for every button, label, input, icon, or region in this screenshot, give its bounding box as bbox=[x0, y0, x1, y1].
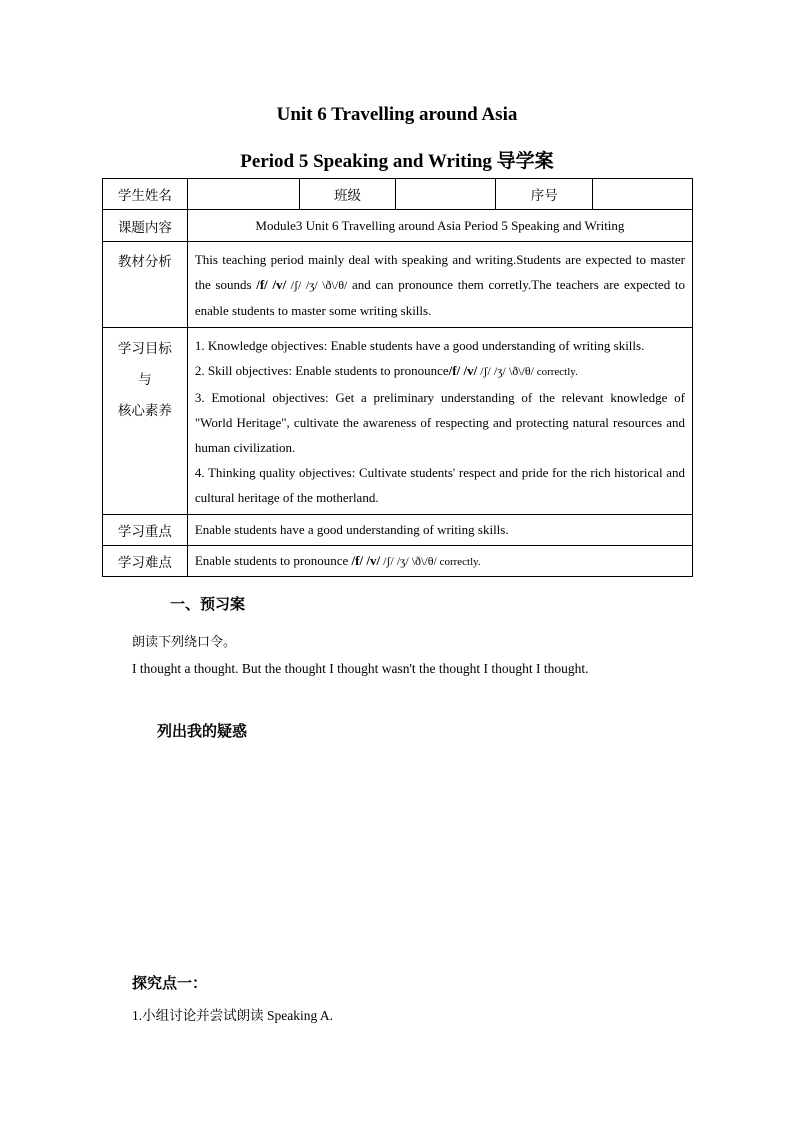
analysis-value bbox=[187, 242, 692, 328]
objective-2-end: correctly. bbox=[533, 366, 578, 378]
table-row-student bbox=[103, 179, 693, 210]
objective-2-text: 2. Skill objectives: Enable students to pronounce bbox=[194, 363, 449, 378]
objective-2-bold: /f/ /v/ bbox=[448, 363, 478, 378]
analysis-text-b: and can pronounce them corretly.The teachers are expected to enable students to master some writing skills. bbox=[194, 277, 686, 318]
label-objectives bbox=[103, 328, 188, 515]
analysis-text-a: This teaching period mainly deal with speaking and writing.Students are expected to master the sounds bbox=[194, 252, 685, 292]
preview-heading: 一、预习案 bbox=[170, 595, 246, 613]
page-subtitle: Period 5 Speaking and Writing 导学案 bbox=[240, 151, 554, 172]
objective-1: 1. Knowledge objectives: Enable students have a good understanding of writing skills. bbox=[194, 338, 645, 353]
analysis-sounds: /ʃ/ /ʒ/ \ð\/θ/ bbox=[286, 278, 348, 292]
objective-3: 3. Emotional objectives: Get a preliminary understanding of the relevant knowledge of "World Heritage", cultivate the awareness of respecting and protecting natural resources and human civilization. bbox=[194, 390, 685, 455]
difficulty-bold: /f/ /v/ bbox=[351, 553, 381, 568]
lesson-info-table bbox=[102, 178, 693, 577]
page-title: Unit 6 Travelling around Asia bbox=[276, 104, 518, 125]
label-objectives-line3: 核心素养 bbox=[117, 403, 172, 419]
label-class: 班级 bbox=[299, 179, 396, 210]
tongue-twister: I thought a thought. But the thought I thought wasn't the thought I thought I thought. bbox=[132, 661, 589, 676]
difficulty-sounds: /ʃ/ /ʒ/ \ð\/θ/ bbox=[380, 554, 437, 568]
difficulty-value bbox=[187, 546, 692, 577]
table-row-focus bbox=[103, 515, 693, 546]
class-field[interactable] bbox=[396, 179, 496, 210]
label-topic: 课题内容 bbox=[103, 210, 188, 242]
table-row-objectives bbox=[103, 328, 693, 515]
objective-4: 4. Thinking quality objectives: Cultivate students' respect and pride for the rich historical and cultural heritage of the motherland. bbox=[194, 465, 685, 505]
label-objectives-line1: 学习目标 bbox=[117, 341, 172, 357]
difficulty-end: correctly. bbox=[436, 556, 481, 568]
table-row-analysis bbox=[103, 242, 693, 328]
topic-value: Module3 Unit 6 Travelling around Asia Period 5 Speaking and Writing bbox=[187, 210, 692, 242]
questions-heading: 列出我的疑惑 bbox=[157, 722, 248, 740]
objectives-value bbox=[187, 328, 692, 515]
table-row-difficulty bbox=[103, 546, 693, 577]
label-difficulty: 学习难点 bbox=[103, 546, 188, 577]
objective-2-sounds: /ʃ/ /ʒ/ \ð\/θ/ bbox=[477, 364, 534, 378]
explore-heading: 探究点一： bbox=[132, 974, 208, 992]
label-focus: 学习重点 bbox=[103, 515, 188, 546]
focus-value: Enable students have a good understanding of writing skills. bbox=[187, 515, 692, 546]
preview-instruction: 朗读下列绕口令。 bbox=[132, 635, 237, 650]
label-student-name: 学生姓名 bbox=[103, 179, 188, 210]
analysis-sounds-bold: /f/ /v/ bbox=[256, 277, 287, 292]
explore-item-1: 1.小组讨论并尝试朗读 Speaking A. bbox=[132, 1008, 333, 1023]
label-analysis: 教材分析 bbox=[103, 242, 188, 328]
student-name-field[interactable] bbox=[187, 179, 299, 210]
seq-field[interactable] bbox=[593, 179, 693, 210]
label-objectives-line2: 与 bbox=[138, 372, 152, 388]
difficulty-text: Enable students to pronounce bbox=[194, 553, 352, 568]
label-seq: 序号 bbox=[496, 179, 593, 210]
table-row-topic bbox=[103, 210, 693, 242]
objective-2 bbox=[195, 358, 685, 385]
